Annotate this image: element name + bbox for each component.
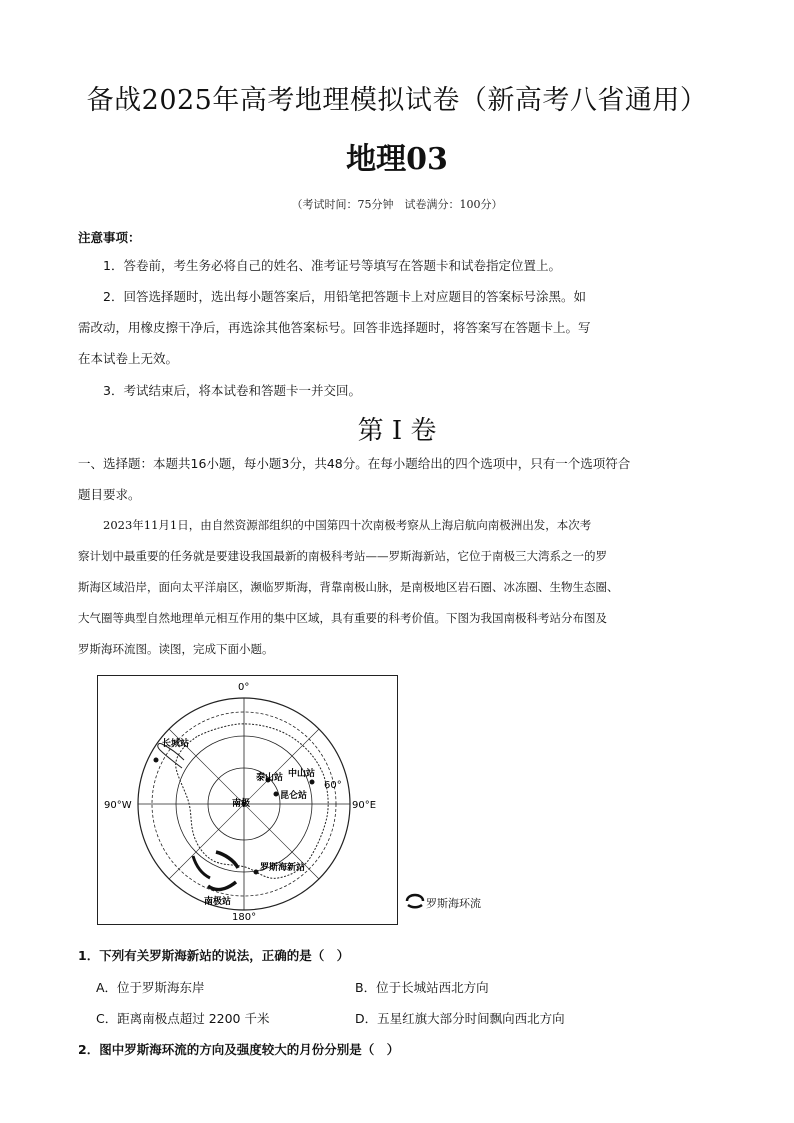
label-great-wall-station: 长城站 [162, 739, 190, 749]
label-taishan-station: 泰山站 [256, 773, 284, 783]
question-1-option-b: B．位于长城站西北方向 [355, 980, 489, 995]
label-180-deg: 180° [232, 912, 257, 923]
notice-item-2-line-2: 需改动，用橡皮擦干净后，再选涂其他答案标号。回答非选择题时，将答案写在答题卡上。写 [78, 320, 591, 335]
antarctica-coastline [176, 724, 328, 878]
ross-gyre-arc-2 [216, 852, 238, 868]
section-instruction-line-1: 一、选择题：本题共16小题，每小题3分，共48分。在每小题给出的四个选项中，只有一个选项符合 [78, 456, 631, 471]
question-1-option-c: C．距离南极点超过 2200 千米 [96, 1011, 270, 1026]
ross-gyre-arc-1 [193, 856, 210, 878]
question-1: 1．下列有关罗斯海新站的说法，正确的是（ ） [78, 948, 350, 963]
notice-item-1: 1．答卷前，考生务必将自己的姓名、准考证号等填写在答题卡和试卷指定位置上。 [103, 258, 561, 273]
question-1-option-d: D．五星红旗大部分时间飘向西北方向 [355, 1011, 565, 1026]
ross-new-station-dot [254, 870, 259, 875]
legend-label: 罗斯海环流 [426, 897, 481, 910]
notice-item-2-line-3: 在本试卷上无效。 [78, 351, 179, 366]
label-60-deg: 60° [324, 780, 342, 791]
passage-line-1: 2023年11月1日，由自然资源部组织的中国第四十次南极考察从上海启航向南极洲出发，本次考 [103, 518, 592, 532]
great-wall-station-dot [154, 758, 159, 763]
label-ross-new-station: 罗斯海新站 [260, 863, 306, 873]
label-south-pole: 南极 [232, 799, 251, 809]
antarctic-station-map [97, 675, 398, 925]
label-zhongshan-station: 中山站 [288, 769, 316, 779]
exam-info: （考试时间：75分钟 试卷满分：100分） [291, 198, 503, 211]
subject-title: 地理03 [346, 142, 448, 177]
notice-heading: 注意事项： [78, 230, 141, 245]
paper-title: 备战2025年高考地理模拟试卷（新高考八省通用） [86, 85, 708, 116]
label-south-pole-station: 南极站 [204, 897, 232, 907]
section-title: 第 I 卷 [357, 416, 437, 446]
question-2: 2．图中罗斯海环流的方向及强度较大的月份分别是（ ） [78, 1042, 400, 1057]
passage-line-2: 察计划中最重要的任务就是要建设我国最新的南极科考站——罗斯海新站，它位于南极三大湾系之一的罗 [78, 549, 607, 563]
passage-line-4: 大气圈等典型自然地理单元相互作用的集中区域，具有重要的科考价值。下图为我国南极科考站分布图及 [78, 611, 607, 625]
passage-line-3: 斯海区域沿岸，面向太平洋扇区，濒临罗斯海，背靠南极山脉，是南极地区岩石圈、冰冻圈、生物生态圈、 [78, 580, 619, 594]
section-instruction-line-2: 题目要求。 [78, 487, 141, 502]
kunlun-station-dot [274, 792, 279, 797]
map-svg [98, 676, 396, 923]
label-0-deg: 0° [238, 682, 250, 693]
notice-item-2-line-1: 2．回答选择题时，选出每小题答案后，用铅笔把答题卡上对应题目的答案标号涂黑。如 [103, 289, 586, 304]
label-90w: 90°W [104, 800, 132, 811]
ross-gyre-arc-3 [208, 882, 236, 889]
label-90e: 90°E [352, 800, 377, 811]
question-1-option-a: A．位于罗斯海东岸 [96, 980, 205, 995]
notice-item-3: 3．考试结束后，将本试卷和答题卡一并交回。 [103, 383, 361, 398]
passage-line-5: 罗斯海环流图。读图，完成下面小题。 [78, 642, 274, 656]
zhongshan-station-dot [310, 780, 315, 785]
label-kunlun-station: 昆仑站 [280, 791, 308, 801]
ross-gyre-legend-icon [404, 893, 426, 909]
